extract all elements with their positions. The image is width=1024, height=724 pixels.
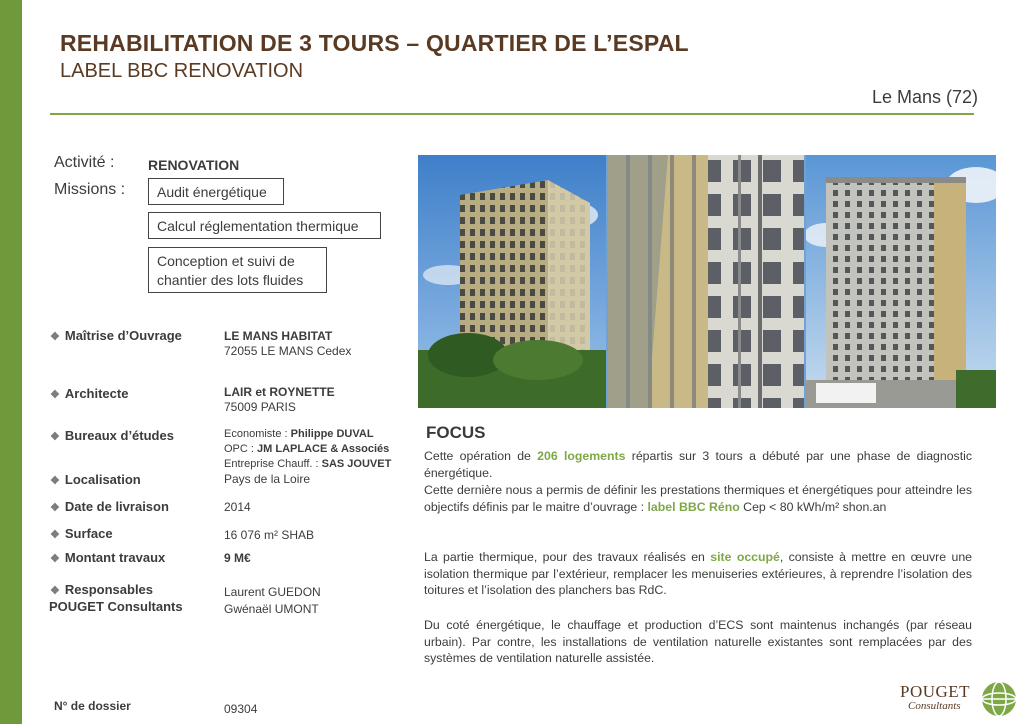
localisation-value: Pays de la Loire <box>224 472 311 486</box>
focus-paragraph: Cette opération de 206 logements répartis sur 3 tours a débuté par une phase de diagnostic énergétique. <box>424 449 973 480</box>
localisation-label: ❖ Localisation <box>50 472 141 487</box>
diamond-bullet-icon: ❖ <box>50 331 60 343</box>
diamond-bullet-icon: ❖ <box>50 475 60 487</box>
diamond-bullet-icon: ❖ <box>50 389 60 401</box>
mission-box: Calcul réglementation thermique <box>148 212 381 239</box>
left-accent-bar <box>0 0 22 724</box>
moa-value: LE MANS HABITAT 72055 LE MANS Cedex <box>224 329 352 358</box>
responsables-value: Laurent GUEDON Gwénaël UMONT <box>224 585 321 616</box>
diamond-bullet-icon: ❖ <box>50 529 60 541</box>
tower-photo <box>806 155 996 408</box>
focus-paragraph: Cette dernière nous a permis de définir les prestations thermiques et énergétiques pour atteindre les objectifs définis par le maitre d’ouvrage : label BBC Réno Cep < 80 kWh/m² shon.an <box>424 483 972 514</box>
dossier-value: 09304 <box>224 702 258 716</box>
livraison-value: 2014 <box>224 500 251 514</box>
diamond-bullet-icon: ❖ <box>50 585 60 597</box>
focus-heading: FOCUS <box>426 423 486 442</box>
diamond-bullet-icon: ❖ <box>50 502 60 514</box>
montant-value: 9 M€ <box>224 551 251 565</box>
focus-paragraph: La partie thermique, pour des travaux réalisés en site occupé, consiste à mettre en œuvre une isolation thermique par l’extérieur, remplacer les menuiseries extérieures, à reprendre l’isolation des toitures et l’isolation des planchers bas RdC. <box>424 550 972 597</box>
bureaux-label: ❖ Bureaux d’études <box>50 428 174 443</box>
responsables-company: POUGET Consultants <box>49 599 183 614</box>
activity-value: RENOVATION <box>148 157 240 173</box>
header-divider <box>50 113 974 115</box>
responsables-label: ❖ Responsables <box>50 582 154 597</box>
montant-label: ❖ Montant travaux <box>50 550 166 565</box>
mission-box: Audit énergétique <box>148 178 284 205</box>
moa-label: ❖ Maîtrise d’Ouvrage <box>50 328 182 343</box>
bureaux-value: Economiste : Philippe DUVAL OPC : JM LAPLACE & Associés Entreprise Chauff. : SAS JOUVET <box>224 428 392 470</box>
tower-photo <box>608 155 804 408</box>
diamond-bullet-icon: ❖ <box>50 553 60 565</box>
page-subtitle: LABEL BBC RENOVATION <box>60 60 304 82</box>
surface-value: 16 076 m² SHAB <box>224 528 315 542</box>
focus-paragraph: Du coté énergétique, le chauffage et production d’ECS sont maintenus inchangés (par réseau urbain). Par contre, les installations de ventilation naturelle existantes sont remplacées par des systèmes de ventilation naturelle assistée. <box>424 618 972 665</box>
tower-photo <box>418 155 606 408</box>
dossier-label: N° de dossier <box>54 699 131 713</box>
architecte-label: ❖ Architecte <box>50 386 129 401</box>
surface-label: ❖ Surface <box>50 526 113 541</box>
livraison-label: ❖ Date de livraison <box>50 499 169 514</box>
city-label: Le Mans (72) <box>871 87 978 107</box>
architecte-value: LAIR et ROYNETTE 75009 PARIS <box>224 385 335 414</box>
mission-box: Conception et suivi de chantier des lots fluides <box>148 247 327 293</box>
globe-icon <box>980 680 1018 718</box>
photo-strip <box>418 155 996 408</box>
page-title: REHABILITATION DE 3 TOURS – QUARTIER DE L’ESPAL <box>60 30 689 56</box>
diamond-bullet-icon: ❖ <box>50 431 60 443</box>
missions-label: Missions : <box>54 181 126 198</box>
activity-label: Activité : <box>54 154 115 171</box>
pouget-logo: POUGET Consultants <box>896 680 1020 720</box>
